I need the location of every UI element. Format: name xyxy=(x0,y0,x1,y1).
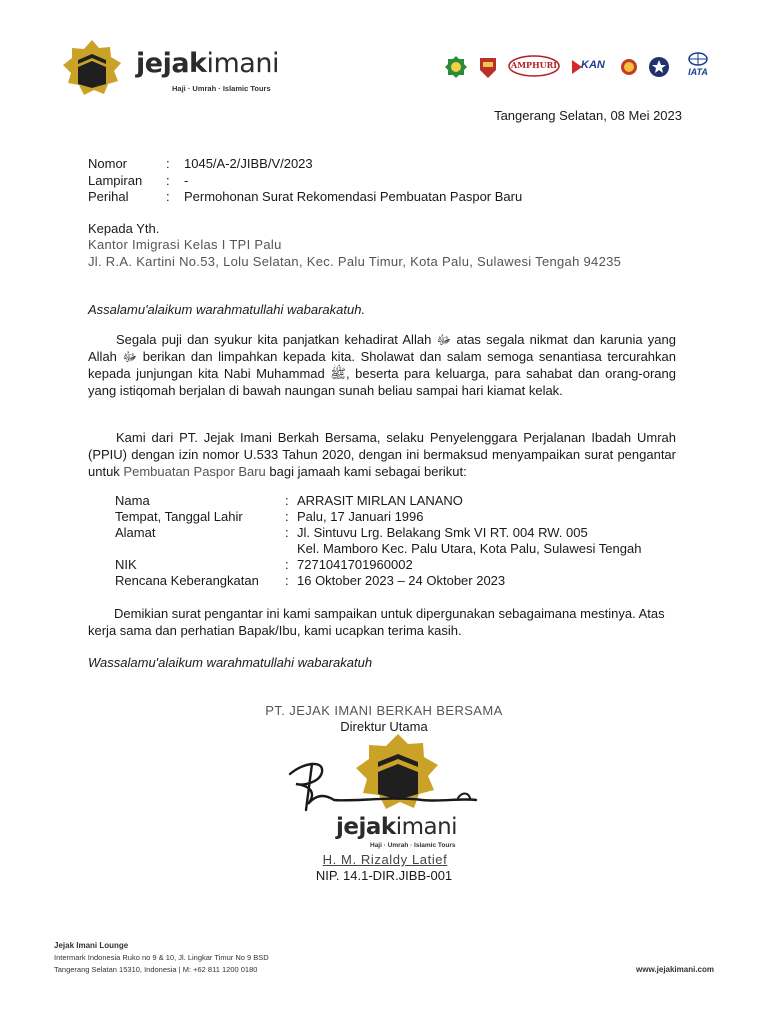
alamat-value-line1: Jl. Sintuvu Lrg. Belakang Smk VI RT. 004 RW. 005 xyxy=(297,525,588,540)
iata-logo: IATA xyxy=(680,52,716,82)
greeting: Assalamu'alaikum warahmatullahi wabarakatuh. xyxy=(88,302,366,317)
partner-logos xyxy=(444,52,716,84)
footer-website: www.jejakimani.com xyxy=(636,965,714,974)
recipient-salutation: Kepada Yth. xyxy=(88,221,160,236)
signature-stamp xyxy=(282,732,482,854)
nomor-value: 1045/A-2/JIBB/V/2023 xyxy=(184,156,313,171)
certification-seal-logo xyxy=(620,58,638,76)
stamp-wordmark: jejakimani xyxy=(336,814,458,840)
amphuri-logo: AMPHURI xyxy=(508,55,560,77)
logo-tagline: Haji · Umrah · Islamic Tours xyxy=(172,84,271,93)
closing-greeting: Wassalamu'alaikum warahmatullahi wabarakatuh xyxy=(88,655,373,670)
ttl-value: Palu, 17 Januari 1996 xyxy=(297,509,424,524)
partner-badge-logo xyxy=(476,54,500,80)
paragraph-purpose: Kami dari PT. Jejak Imani Berkah Bersama, selaku Penyelenggara Perjalanan Ibadah Umrah (PPIU) dengan izin nomor U.533 Tahun 2020, dengan ini bermaksud menyampaikan surat pengantar untuk Pembuatan Paspor Baru bagi jamaah kami sebagai berikut: xyxy=(88,430,676,479)
signer-name: H. M. Rizaldy Latief xyxy=(322,852,448,867)
letter-date: Tangerang Selatan, 08 Mei 2023 xyxy=(494,108,682,123)
signature-position: Direktur Utama xyxy=(340,719,428,734)
lampiran-value: - xyxy=(184,173,189,188)
perihal-value: Permohonan Surat Rekomendasi Pembuatan Paspor Baru xyxy=(184,189,523,204)
recipient-office: Kantor Imigrasi Kelas I TPI Palu xyxy=(88,237,282,252)
kan-logo: KAN xyxy=(572,58,612,76)
footer-title: Jejak Imani Lounge xyxy=(54,941,129,950)
association-logo xyxy=(648,56,670,78)
perihal-label: Perihal xyxy=(88,189,129,204)
footer-line1: Intermark Indonesia Ruko no 9 & 10, Jl. Lingkar Timur No 9 BSD xyxy=(54,953,269,962)
nik-value: 7271041701960002 xyxy=(297,557,413,572)
signer-nip: NIP. 14.1-DIR.JIBB-001 xyxy=(315,868,453,883)
footer-line2: Tangerang Selatan 15310, Indonesia | M: +62 811 1200 0180 xyxy=(54,965,258,974)
kemenag-logo xyxy=(444,55,468,79)
paragraph-opening: Segala puji dan syukur kita panjatkan kehadirat Allah ﷻ atas segala nikmat dan karunia yang Allah ﷻ berikan dan limpahkan kepada kita. Sholawat dan salam semoga senantiasa tercurahkan kepada junjungan kita Nabi Muhammad ﷺ, beserta para keluarga, para sahabat dan orang-orang yang istiqomah berjalan di bawah naungan sunah beliau sampai hari kiamat kelak. xyxy=(88,332,676,398)
stamp-tagline: Haji · Umrah · Islamic Tours xyxy=(370,842,456,849)
kaaba-emblem-icon xyxy=(56,38,128,98)
purpose-highlight: Pembuatan Paspor Baru xyxy=(123,464,266,479)
signature-company: PT. JEJAK IMANI BERKAH BERSAMA xyxy=(265,703,503,718)
alamat-value-line2: Kel. Mamboro Kec. Palu Utara, Kota Palu, Sulawesi Tengah xyxy=(297,541,642,556)
lampiran-label: Lampiran xyxy=(88,173,143,188)
nama-value: ARRASIT MIRLAN LANANO xyxy=(297,493,463,508)
company-logo xyxy=(56,38,296,98)
paragraph-closing: Demikian surat pengantar ini kami sampaikan untuk dipergunakan sebagaimana mestinya. Atas kerja sama dan perhatian Bapak/Ibu, kami ucapkan terima kasih. xyxy=(88,606,665,638)
handwritten-signature-icon xyxy=(282,756,482,816)
recipient-address: Jl. R.A. Kartini No.53, Lolu Selatan, Kec. Palu Timur, Kota Palu, Sulawesi Tengah 94235 xyxy=(88,254,622,269)
nomor-label: Nomor xyxy=(88,156,128,171)
rencana-value: 16 Oktober 2023 – 24 Oktober 2023 xyxy=(297,573,506,588)
logo-wordmark: jejakimani xyxy=(136,48,279,79)
footer-address xyxy=(54,940,269,976)
